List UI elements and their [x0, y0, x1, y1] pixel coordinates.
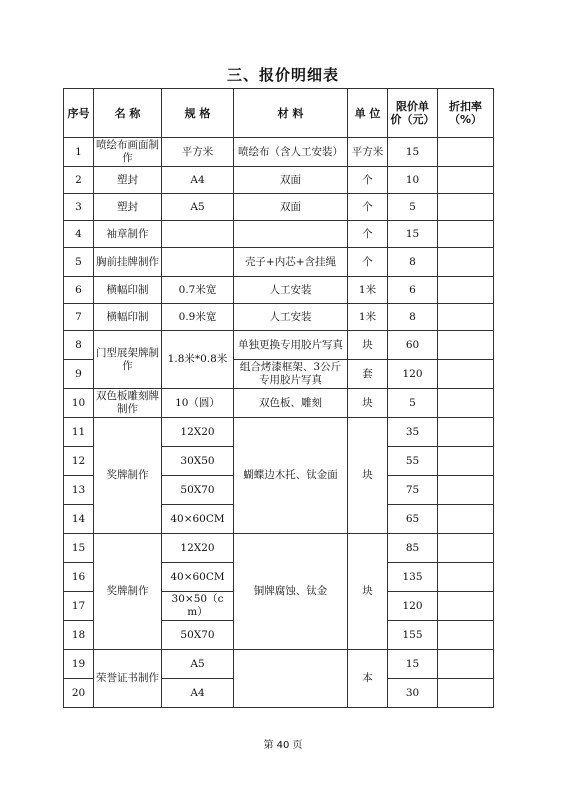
- cell-discount[interactable]: [438, 621, 494, 650]
- cell-spec: 12X20: [162, 418, 234, 447]
- cell-spec: 30×50（cm）: [162, 592, 234, 621]
- header-unit: 单 位: [348, 89, 388, 138]
- cell-unit: 块: [348, 418, 388, 534]
- cell-unit: 块: [348, 389, 388, 418]
- cell-name: 双色板雕刻牌制作: [94, 389, 162, 418]
- cell-spec: 0.7米宽: [162, 277, 234, 304]
- table-row: [64, 138, 494, 167]
- table-row: [64, 331, 494, 360]
- cell-price: 15: [388, 221, 438, 248]
- cell-seq: 15: [64, 534, 94, 563]
- cell-material: 组合烤漆框架、3公斤专用胶片写真: [234, 360, 348, 389]
- cell-material: 人工安装: [234, 277, 348, 304]
- cell-price: 85: [388, 534, 438, 563]
- cell-spec: 10（圆）: [162, 389, 234, 418]
- table-row: [64, 304, 494, 331]
- cell-discount[interactable]: [438, 476, 494, 505]
- cell-spec: [162, 221, 234, 248]
- cell-spec: [162, 248, 234, 277]
- cell-name: 门型展架牌制作: [94, 331, 162, 389]
- cell-discount[interactable]: [438, 248, 494, 277]
- cell-material: 蝴蝶边木托、钛金面: [234, 418, 348, 534]
- cell-price: 35: [388, 418, 438, 447]
- cell-spec: 40×60CM: [162, 563, 234, 592]
- cell-spec: 40×60CM: [162, 505, 234, 534]
- cell-material: 喷绘布（含人工安装）: [234, 138, 348, 167]
- cell-spec: 50X70: [162, 621, 234, 650]
- cell-material: 人工安装: [234, 304, 348, 331]
- table-row: [64, 650, 494, 679]
- cell-spec: 0.9米宽: [162, 304, 234, 331]
- cell-seq: 9: [64, 360, 94, 389]
- cell-price: 8: [388, 248, 438, 277]
- cell-name: 塑封: [94, 194, 162, 221]
- cell-spec: A4: [162, 679, 234, 708]
- cell-discount[interactable]: [438, 563, 494, 592]
- cell-spec: 1.8米*0.8米: [162, 331, 234, 389]
- table-row: [64, 221, 494, 248]
- cell-seq: 2: [64, 167, 94, 194]
- header-name: 名 称: [94, 89, 162, 138]
- cell-price: 8: [388, 304, 438, 331]
- header-material: 材 料: [234, 89, 348, 138]
- cell-unit: 块: [348, 331, 388, 360]
- cell-price: 5: [388, 389, 438, 418]
- cell-unit: 块: [348, 534, 388, 650]
- cell-discount[interactable]: [438, 331, 494, 360]
- cell-price: 60: [388, 331, 438, 360]
- cell-seq: 19: [64, 650, 94, 679]
- table-row: [64, 277, 494, 304]
- cell-material: 单独更换专用胶片写真: [234, 331, 348, 360]
- cell-name: 塑封: [94, 167, 162, 194]
- cell-name: 袖章制作: [94, 221, 162, 248]
- cell-spec: 平方米: [162, 138, 234, 167]
- header-spec: 规 格: [162, 89, 234, 138]
- header-price: 限价单 价（元）: [388, 89, 438, 138]
- cell-seq: 14: [64, 505, 94, 534]
- cell-seq: 20: [64, 679, 94, 708]
- cell-price: 120: [388, 360, 438, 389]
- cell-discount[interactable]: [438, 277, 494, 304]
- header-seq: 序号: [64, 89, 94, 138]
- cell-seq: 4: [64, 221, 94, 248]
- cell-seq: 13: [64, 476, 94, 505]
- cell-material: 铜牌腐蚀、钛金: [234, 534, 348, 650]
- cell-unit: 1米: [348, 304, 388, 331]
- cell-name: 胸前挂牌制作: [94, 248, 162, 277]
- cell-spec: A4: [162, 167, 234, 194]
- cell-unit: 个: [348, 167, 388, 194]
- cell-discount[interactable]: [438, 194, 494, 221]
- cell-price: 15: [388, 650, 438, 679]
- cell-seq: 6: [64, 277, 94, 304]
- cell-discount[interactable]: [438, 304, 494, 331]
- cell-material: 壳子+内芯+含挂绳: [234, 248, 348, 277]
- cell-spec: A5: [162, 194, 234, 221]
- table-row: [64, 418, 494, 447]
- table-row: [64, 534, 494, 563]
- header-discount: 折扣率（%）: [438, 89, 494, 138]
- cell-price: 65: [388, 505, 438, 534]
- table-row: [64, 167, 494, 194]
- table-row: [64, 248, 494, 277]
- page-title: 三、报价明细表: [226, 66, 339, 84]
- cell-price: 30: [388, 679, 438, 708]
- table-header-row: [64, 89, 494, 138]
- cell-discount[interactable]: [438, 418, 494, 447]
- cell-spec: 30X50: [162, 447, 234, 476]
- cell-unit: 平方米: [348, 138, 388, 167]
- cell-name: 喷绘布画面制作: [94, 138, 162, 167]
- cell-unit: 1米: [348, 277, 388, 304]
- cell-material: 双面: [234, 167, 348, 194]
- cell-material: 双面: [234, 194, 348, 221]
- cell-name: 横幅印制: [94, 304, 162, 331]
- cell-discount[interactable]: [438, 679, 494, 708]
- cell-unit: 套: [348, 360, 388, 389]
- cell-seq: 8: [64, 331, 94, 360]
- cell-price: 55: [388, 447, 438, 476]
- cell-unit: 个: [348, 248, 388, 277]
- cell-material: [234, 221, 348, 248]
- cell-name: 荣誉证书制作: [94, 650, 162, 708]
- cell-discount[interactable]: [438, 138, 494, 167]
- table-row: [64, 389, 494, 418]
- cell-seq: 10: [64, 389, 94, 418]
- cell-discount[interactable]: [438, 221, 494, 248]
- cell-unit: 个: [348, 194, 388, 221]
- cell-material: [234, 650, 348, 708]
- cell-name: 奖牌制作: [94, 418, 162, 534]
- cell-discount[interactable]: [438, 592, 494, 621]
- cell-unit: 个: [348, 221, 388, 248]
- cell-price: 120: [388, 592, 438, 621]
- cell-discount[interactable]: [438, 447, 494, 476]
- table-row: [64, 194, 494, 221]
- cell-seq: 12: [64, 447, 94, 476]
- cell-seq: 7: [64, 304, 94, 331]
- cell-seq: 3: [64, 194, 94, 221]
- cell-seq: 5: [64, 248, 94, 277]
- cell-price: 155: [388, 621, 438, 650]
- cell-spec: 12X20: [162, 534, 234, 563]
- cell-discount[interactable]: [438, 167, 494, 194]
- cell-seq: 11: [64, 418, 94, 447]
- cell-discount[interactable]: [438, 505, 494, 534]
- cell-price: 75: [388, 476, 438, 505]
- cell-price: 5: [388, 194, 438, 221]
- cell-name: 奖牌制作: [94, 534, 162, 650]
- cell-spec: A5: [162, 650, 234, 679]
- cell-seq: 16: [64, 563, 94, 592]
- cell-unit: 本: [348, 650, 388, 708]
- cell-price: 135: [388, 563, 438, 592]
- cell-seq: 17: [64, 592, 94, 621]
- cell-spec: 50X70: [162, 476, 234, 505]
- page-number: 第 40 页: [263, 740, 303, 751]
- cell-price: 15: [388, 138, 438, 167]
- cell-name: 横幅印制: [94, 277, 162, 304]
- cell-discount[interactable]: [438, 534, 494, 563]
- cell-material: 双色板、雕刻: [234, 389, 348, 418]
- cell-price: 6: [388, 277, 438, 304]
- price-detail-table: [63, 88, 494, 708]
- cell-price: 10: [388, 167, 438, 194]
- cell-discount[interactable]: [438, 650, 494, 679]
- cell-seq: 18: [64, 621, 94, 650]
- cell-seq: 1: [64, 138, 94, 167]
- cell-discount[interactable]: [438, 360, 494, 389]
- cell-discount[interactable]: [438, 389, 494, 418]
